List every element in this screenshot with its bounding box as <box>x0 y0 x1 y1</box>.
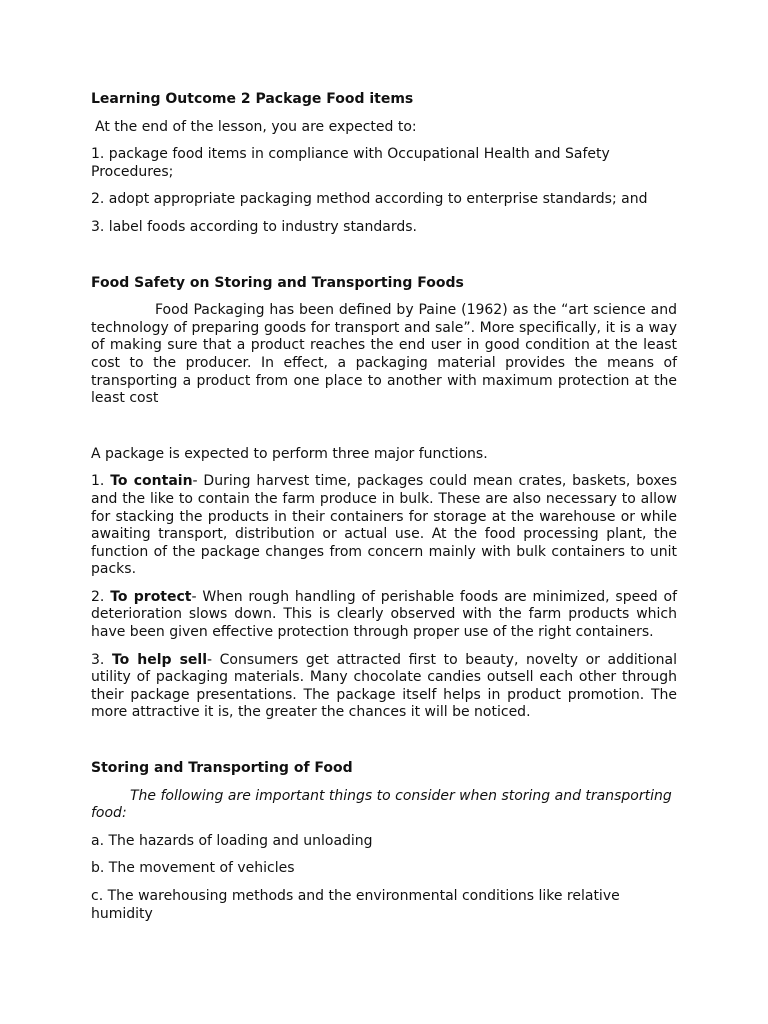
objective-item: 3. label foods according to industry standards. <box>91 218 417 235</box>
function-text: - During harvest time, packages could mean crates, baskets, boxes and the like to contain the farm produce in bulk. These are also necessary to allow for stacking the products in their containers for storage at the warehouse or while awaiting transport, distribution or actual use. At the food processing plant, the function of the package changes from concern mainly with bulk containers to unit packs. <box>91 473 677 578</box>
objective-item: 1. package food items in compliance with Occupational Health and Safety Procedures; <box>91 146 610 180</box>
function-title: To help sell <box>111 651 207 668</box>
packaging-definition-paragraph: Food Packaging has been defined by Paine (1962) as the “art science and technology of preparing goods for transport and sale”. More specifically, it is a way of making sure that a product reaches the end user in good condition at the least cost to the producer. In effect, a packaging material provides the means of transporting a product from one place to another with maximum protection at the least cost <box>91 302 677 407</box>
function-number: 2. <box>91 588 111 605</box>
learning-outcome-heading: Learning Outcome 2 Package Food items <box>91 91 414 107</box>
function-number: 1. <box>91 473 111 490</box>
considerations-intro: The following are important things to consider when storing and transporting food: <box>91 787 672 822</box>
document-page <box>91 91 677 923</box>
food-safety-heading: Food Safety on Storing and Transporting Foods <box>91 274 464 291</box>
consideration-item: c. The warehousing methods and the environmental conditions like relative humidity <box>91 888 620 922</box>
storing-transporting-heading: Storing and Transporting of Food <box>91 760 353 777</box>
function-title: To contain <box>110 473 193 490</box>
function-item-contain <box>91 473 677 579</box>
function-item-help-sell <box>91 652 677 722</box>
functions-intro: A package is expected to perform three major functions. <box>91 445 488 462</box>
function-text: - When rough handling of perishable foods are minimized, speed of deterioration slows down. This is clearly observed with the farm products which have been given effective protection through proper use of the right containers. <box>91 588 678 641</box>
consideration-item: a. The hazards of loading and unloading <box>91 832 373 849</box>
function-number: 3. <box>91 651 112 668</box>
function-text: - Consumers get attracted first to beauty, novelty or additional utility of packaging materials. Many chocolate candies outsell each other through their package presentations. The package itself helps in product promotion. The more attractive it is, the greater the chances it will be noticed. <box>91 651 678 721</box>
consideration-item: b. The movement of vehicles <box>91 860 295 877</box>
function-item-protect <box>91 589 677 642</box>
objective-item: 2. adopt appropriate packaging method according to enterprise standards; and <box>91 191 648 208</box>
objectives-intro: At the end of the lesson, you are expected to: <box>95 118 417 135</box>
function-title: To protect <box>110 588 192 605</box>
